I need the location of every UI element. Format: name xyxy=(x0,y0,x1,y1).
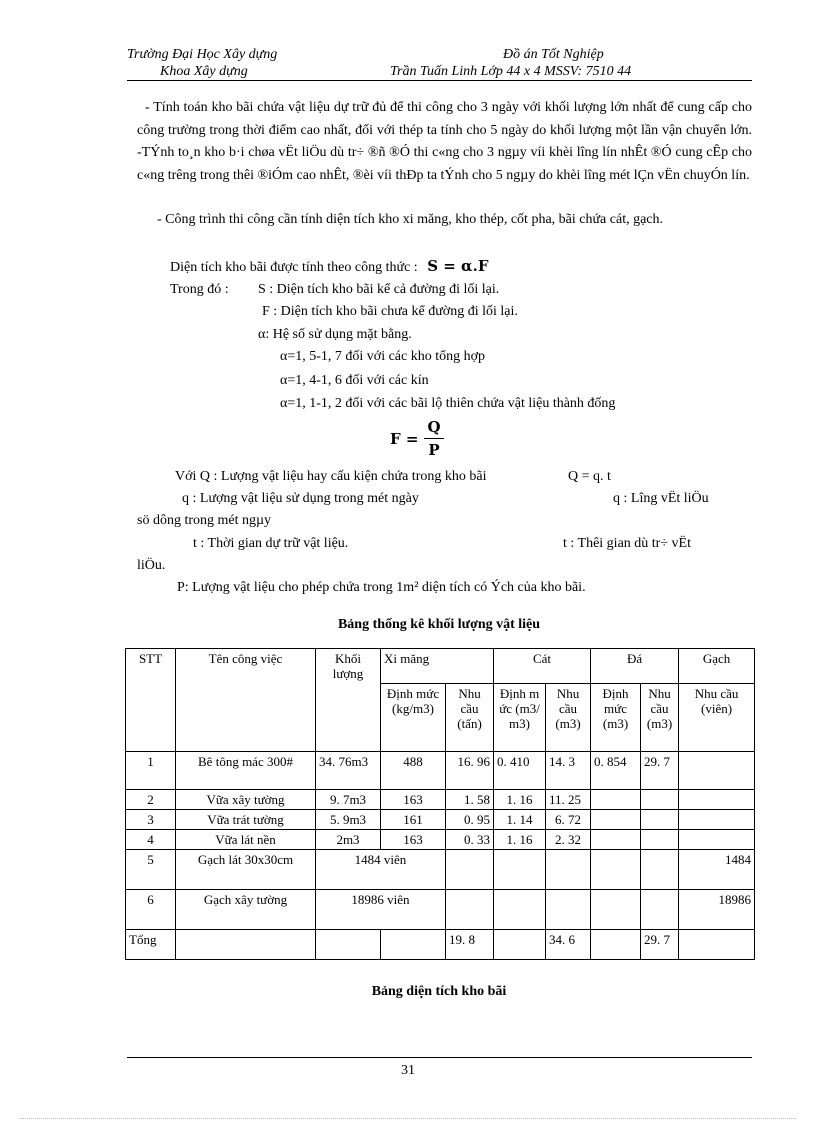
q-definition: Với Q : Lượng vật liệu hay cấu kiện chứa trong kho bãi xyxy=(175,469,487,484)
footer-rule xyxy=(127,1057,752,1058)
header-project: Đồ án Tốt Nghiệp xyxy=(503,47,604,62)
sub-cement-need: Nhu cầu (tấn) xyxy=(446,684,494,752)
header-brick: Gạch xyxy=(679,649,755,684)
header-school: Trường Đại Học Xây dựng xyxy=(127,47,278,62)
q-equation: Q = q. t xyxy=(568,469,611,484)
p-definition: P: Lượng vật liệu cho phép chứa trong 1m² diện tích có Ých của kho bãi. xyxy=(177,580,586,595)
table-title: Bảng thống kê khối lượng vật liệu xyxy=(337,617,541,632)
header-student: Trần Tuấn Linh Lớp 44 x 4 MSSV: 7510 44 xyxy=(390,64,632,79)
header-volume: Khối lượng xyxy=(316,649,381,752)
header-faculty: Khoa Xây dựng xyxy=(160,64,248,79)
t-continued: liÖu. xyxy=(137,558,166,573)
header-task: Tên công việc xyxy=(176,649,316,752)
sub-sand-need: Nhu cầu (m3) xyxy=(546,684,591,752)
s-definition: S : Diện tích kho bãi kể cả đường đi lối lại. xyxy=(258,282,500,297)
alpha-case-2: α=1, 4-1, 6 đối với các kín xyxy=(280,373,429,388)
fraction-lhs: F = xyxy=(390,429,419,448)
page-number: 31 xyxy=(401,1063,415,1078)
total-stone: 29. 7 xyxy=(641,930,679,960)
alpha-definition: α: Hệ số sử dụng mặt bằng. xyxy=(258,327,412,342)
table-row: 3 Vữa trát tường 5. 9m3 161 0. 95 1. 14 6. 72 xyxy=(126,810,755,830)
table-row: 4 Vữa lát nền 2m3 163 0. 33 1. 16 2. 32 xyxy=(126,830,755,850)
where-label: Trong đó : xyxy=(170,282,229,297)
alpha-case-1: α=1, 5-1, 7 đối với các kho tổng hợp xyxy=(280,349,486,364)
qsmall-garbled: q : Lîng vËt liÖu xyxy=(613,491,709,506)
sub-sand-norm: Định mức (m3/m3) xyxy=(494,684,546,752)
header-sand: Cát xyxy=(494,649,591,684)
qsmall-definition: q : Lượng vật liệu sử dụng trong mét ngày xyxy=(182,491,419,506)
formula-intro: Diện tích kho bãi được tính theo công thức : xyxy=(170,260,418,275)
sub-stone-norm: Định mức (m3) xyxy=(591,684,641,752)
table-row: 6 Gạch xây tường 18986 viên 18986 xyxy=(126,890,755,930)
page-edge-dots xyxy=(20,1118,796,1119)
fraction xyxy=(424,418,443,459)
fraction-numerator: Q xyxy=(424,418,443,439)
t-definition: t : Thời gian dự trữ vật liệu. xyxy=(193,536,349,551)
qsmall-continued: sö dông trong mét ngµy xyxy=(137,513,272,528)
paragraph-storage: - Tính toán kho bãi chứa vật liệu dự trữ đủ để thi công cho 3 ngày với khối lượng lớn nhất để cung cấp cho công trường trong thời điểm cao nhất, đối với thép ta tính cho 5 ngày do khối lượng một lần vận chuyển lớn. -TÝnh to¸n kho b·i chøa vËt liÖu dù tr÷ ®ñ ®Ó thi c«ng cho 3 ngµy víi khèi lîng lín nhÊt ®Ó cung cÊp cho c«ng trêng trong thêi ®iÓm cao nhÊt, ®èi víi thÐp ta tÝnh cho 5 ngµy do khèi lîng mét lÇn vËn chuyÓn lín. xyxy=(137,100,752,183)
t-garbled: t : Thêi gian dù tr÷ vËt xyxy=(563,536,691,551)
table-total-row xyxy=(126,930,755,960)
header-stone: Đá xyxy=(591,649,679,684)
header-stt: STT xyxy=(126,649,176,752)
alpha-case-3: α=1, 1-1, 2 đối với các bãi lộ thiên chứa vật liệu thành đống xyxy=(280,396,616,411)
fraction-denominator: P xyxy=(428,441,440,459)
sub-brick-need: Nhu cầu (viên) xyxy=(679,684,755,752)
material-table xyxy=(125,648,755,960)
header-rule xyxy=(127,80,752,81)
formula-f-equals-q-over-p xyxy=(390,418,444,459)
formula-s-alpha-f: S = α.F xyxy=(427,257,489,275)
total-label: Tổng xyxy=(126,930,176,960)
table-row: 1 Bê tông mác 300# 34. 76m3 488 16. 96 0. 410 14. 3 0. 854 29. 7 xyxy=(126,752,755,790)
table-row: 2 Vữa xây tường 9. 7m3 163 1. 58 1. 16 11. 25 xyxy=(126,790,755,810)
alpha-symbol: α xyxy=(258,327,266,342)
sub-cement-norm: Định mức (kg/m3) xyxy=(381,684,446,752)
header-cement: Xi măng xyxy=(381,649,494,684)
table-row: 5 Gạch lát 30x30cm 1484 viên 1484 xyxy=(126,850,755,890)
paragraph-works: - Công trình thi công cần tính diện tích kho xi măng, kho thép, cốt pha, bãi chứa cát, gạch. xyxy=(157,212,664,227)
table2-title: Bảng diện tích kho bãi xyxy=(371,984,507,999)
table-header-row xyxy=(126,649,755,684)
total-cement: 19. 8 xyxy=(446,930,494,960)
formula-line xyxy=(170,256,488,278)
f-definition: F : Diện tích kho bãi chưa kể đường đi lối lại. xyxy=(262,304,518,319)
sub-stone-need: Nhu cầu (m3) xyxy=(641,684,679,752)
total-sand: 34. 6 xyxy=(546,930,591,960)
